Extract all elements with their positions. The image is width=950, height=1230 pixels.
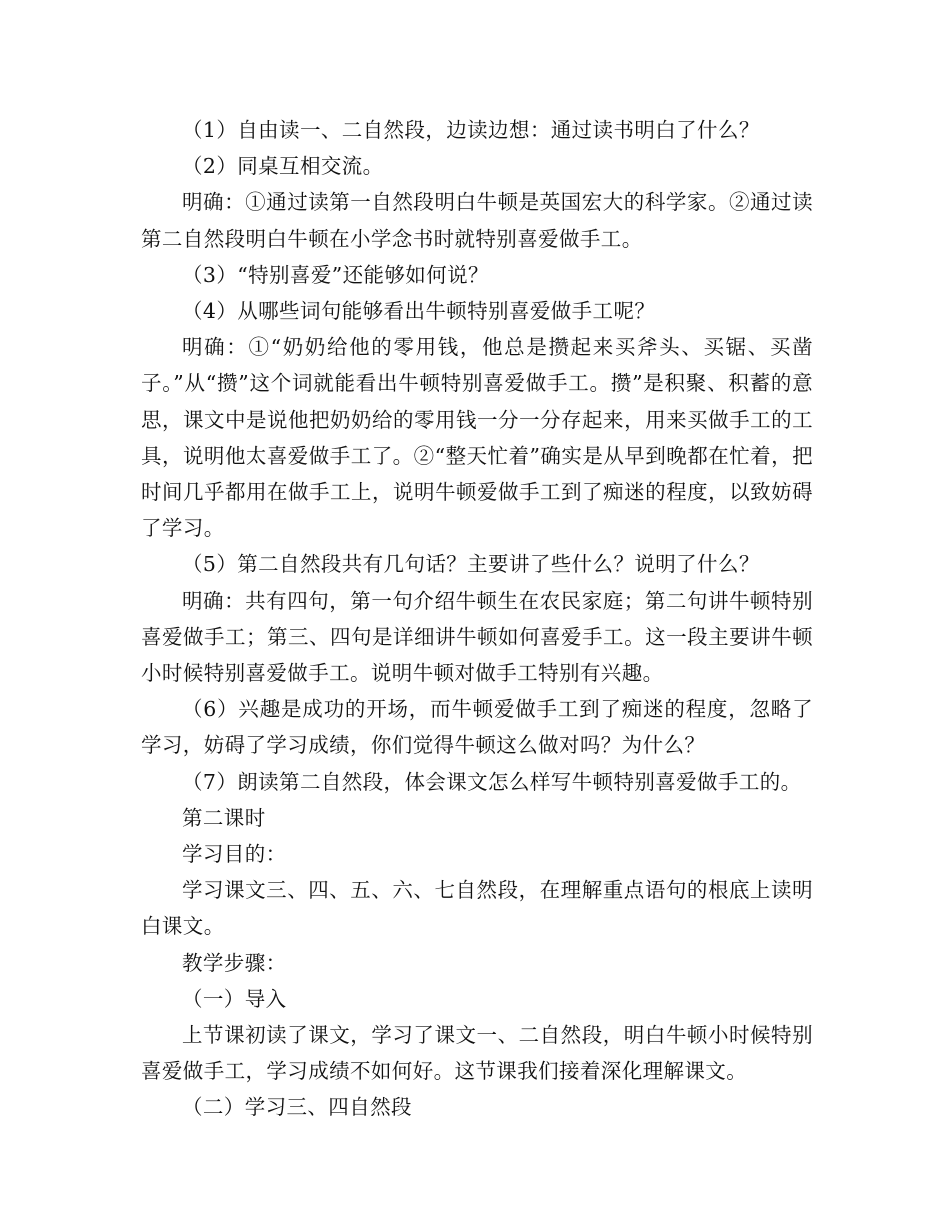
paragraph: （5）第二自然段共有几句话？主要讲了些什么？说明了什么？ (182, 552, 760, 577)
paragraph: （二）学习三、四自然段 (182, 1095, 412, 1120)
section-heading: 第二课时 (182, 805, 266, 830)
paragraph: 学习课文三、四、五、六、七自然段，在理解重点语句的根底上读明白课文。 (141, 878, 813, 939)
paragraph: 教学步骤： (182, 950, 287, 975)
paragraph: （4）从哪些词句能够看出牛顿特别喜爱做手工呢？ (182, 299, 656, 324)
document-body (141, 112, 813, 1126)
paragraph: （1）自由读一、二自然段，边读边想：通过读书明白了什么？ (182, 118, 760, 142)
paragraph: 明确：①“奶奶给他的零用钱，他总是攒起来买斧头、买锯、买凿子。”从“攒”这个词就能看出牛顿特别喜爱做手工。攒”是积聚、积蓄的意思，课文中是说他把奶奶给的零用钱一分一分存起来，用来买做手工的工具，说明他太喜爱做手工了。②“整天忙着”确实是从早到晚都在忙着，把时间几乎都用在做手工上，说明牛顿爱做手工到了痴迷的程度，以致妨碍了学习。 (141, 335, 813, 541)
paragraph: 学习目的： (182, 842, 287, 867)
paragraph: （6）兴趣是成功的开场，而牛顿爱做手工到了痴迷的程度，忽略了学习，妨碍了学习成绩，你们觉得牛顿这么做对吗？为什么？ (141, 697, 813, 758)
paragraph: （一）导入 (182, 986, 287, 1011)
paragraph: （2）同桌互相交流。 (182, 154, 384, 179)
paragraph: 上节课初读了课文，学习了课文一、二自然段，明白牛顿小时候特别喜爱做手工，学习成绩不如何好。这节课我们接着深化理解课文。 (141, 1023, 813, 1084)
paragraph: 明确：共有四句，第一句介绍牛顿生在农民家庭；第二句讲牛顿特别喜爱做手工；第三、四句是详细讲牛顿如何喜爱手工。这一段主要讲牛顿小时候特别喜爱做手工。说明牛顿对做手工特别有兴趣。 (141, 588, 813, 686)
paragraph: （3）“特别喜爱”还能够如何说？ (182, 262, 489, 287)
paragraph: （7）朗读第二自然段，体会课文怎么样写牛顿特别喜爱做手工的。 (182, 769, 802, 794)
paragraph: 明确：①通过读第一自然段明白牛顿是英国宏大的科学家。②通过读第二自然段明白牛顿在小学念书时就特别喜爱做手工。 (141, 190, 813, 251)
